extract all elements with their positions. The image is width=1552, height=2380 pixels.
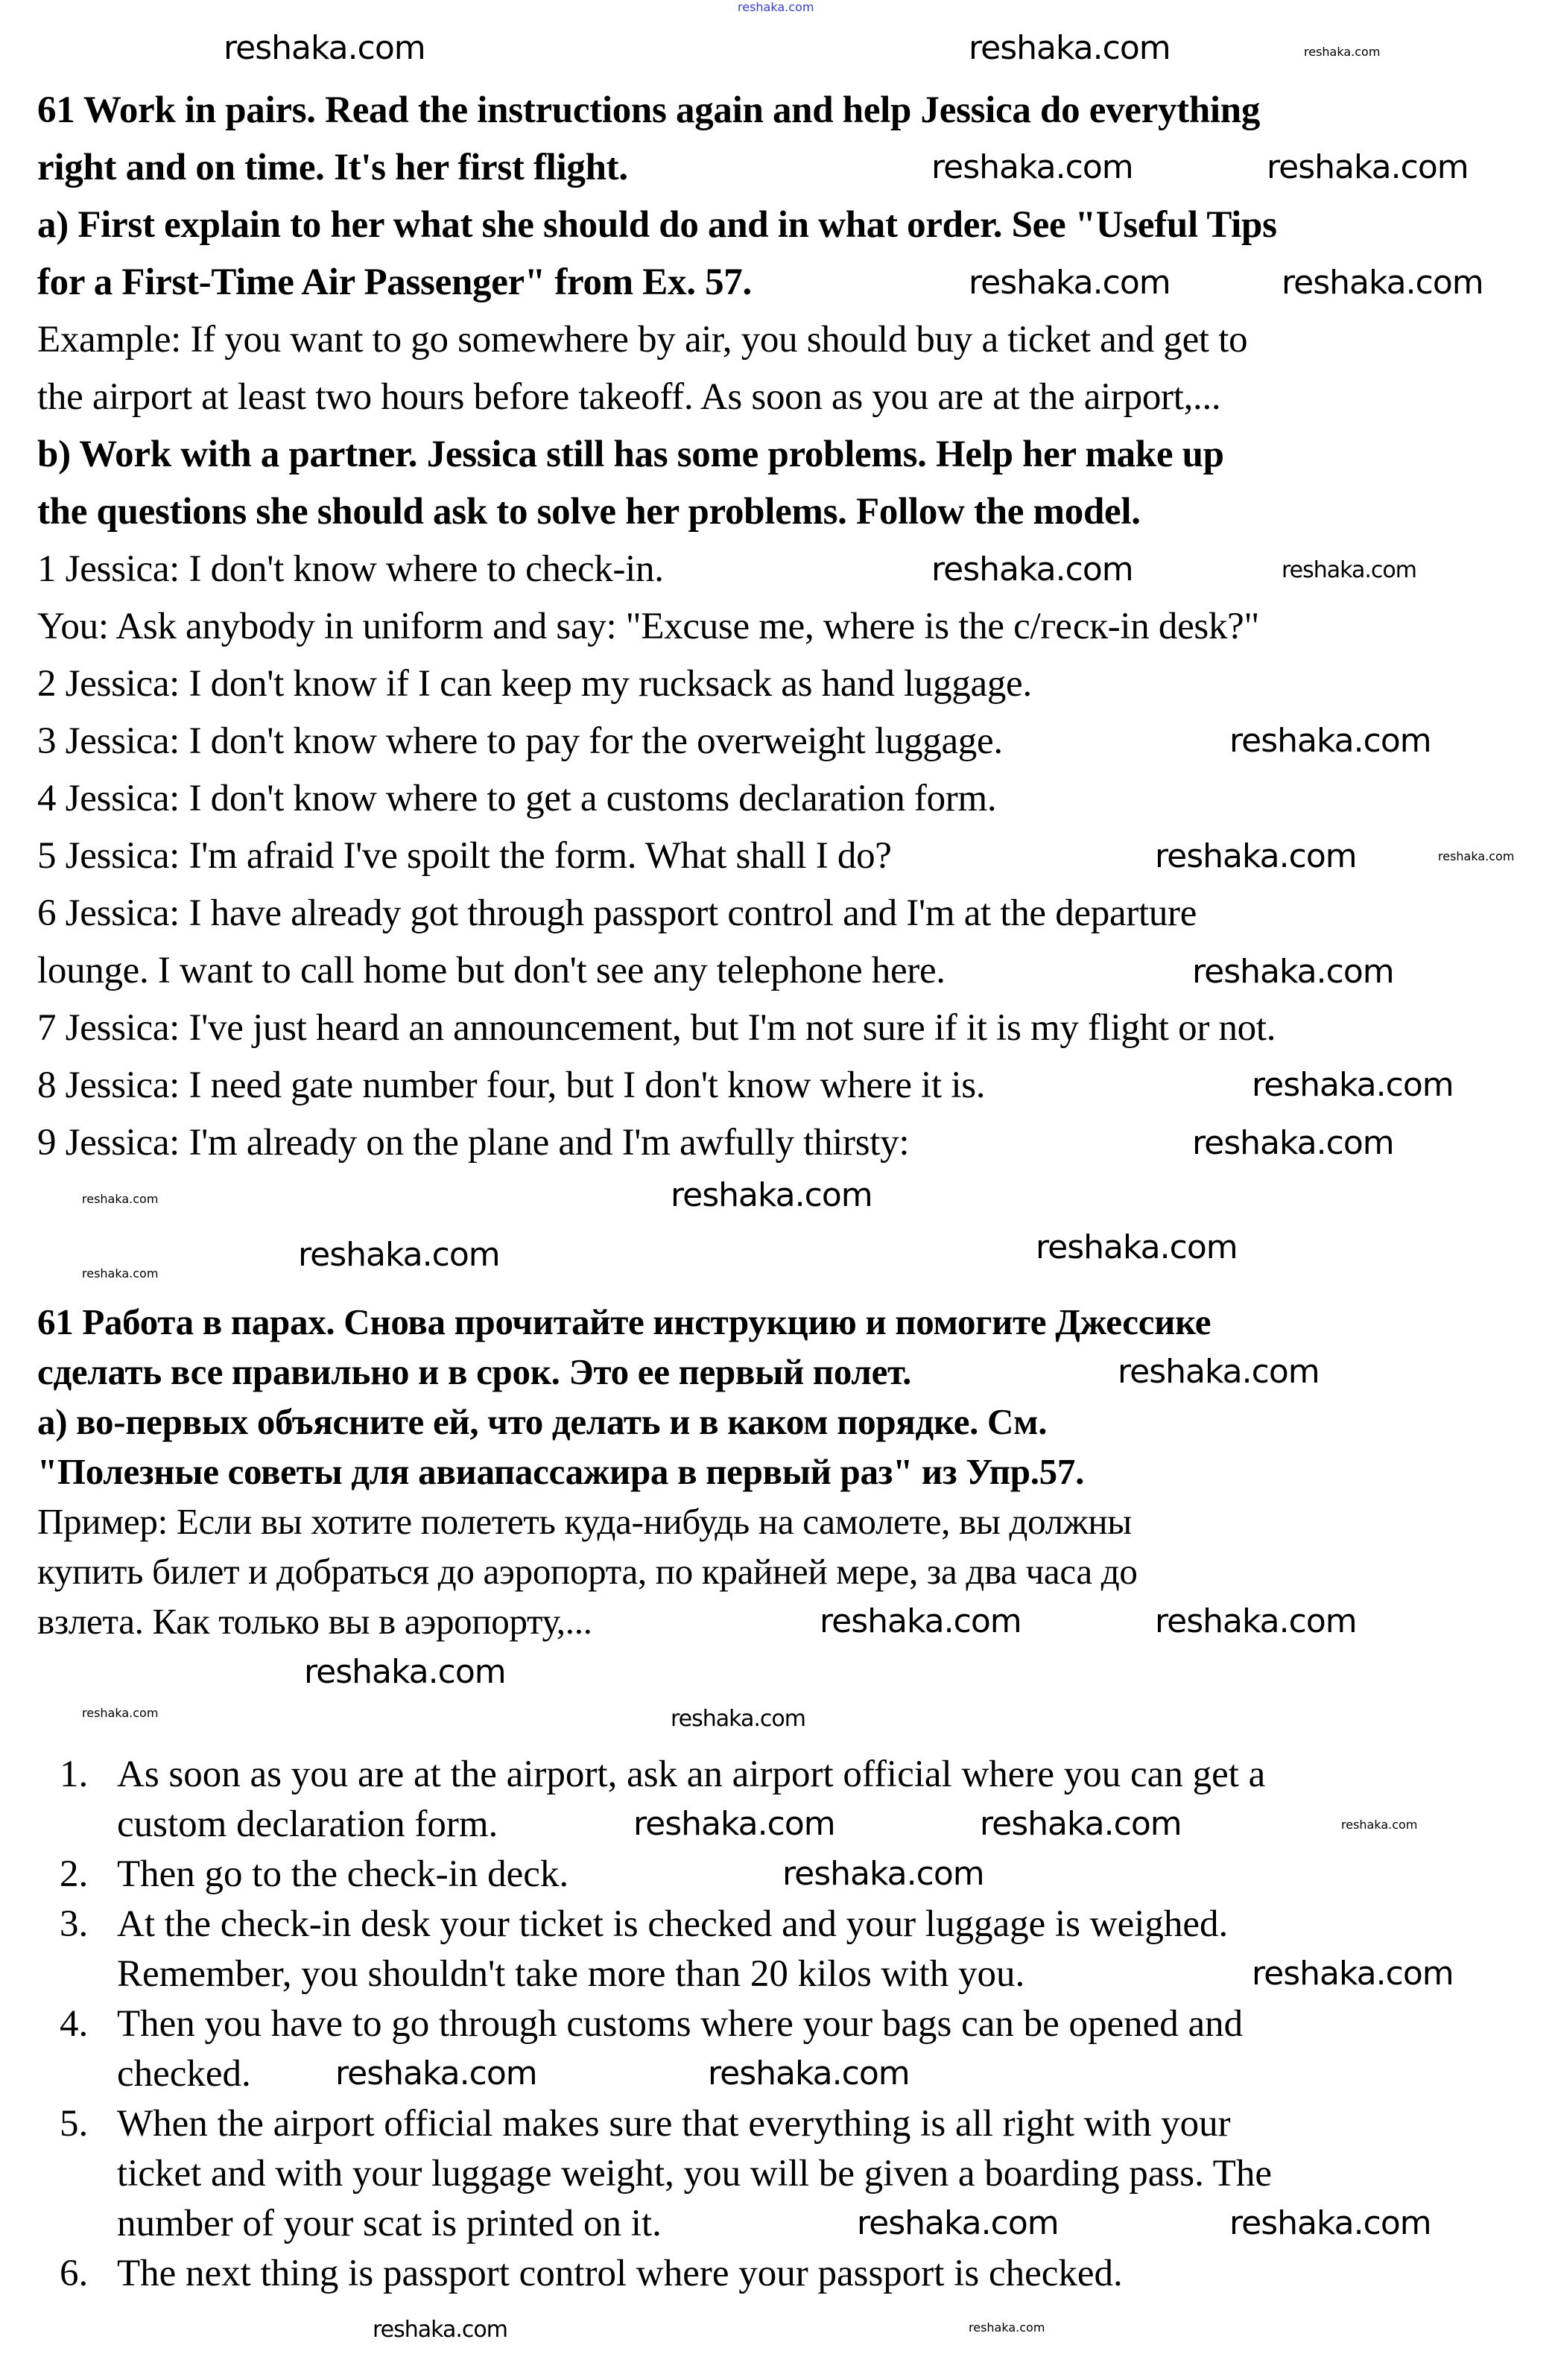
watermark: reshaka.com (1192, 1124, 1394, 1162)
list-item-text: ticket and with your luggage weight, you will be given a boarding pass. The (117, 2153, 1272, 2195)
ru-example-text: Пример: Если вы хотите полететь куда-нибудь на самолете, вы должны (37, 1501, 1132, 1542)
watermark: reshaka.com (224, 29, 425, 67)
list-item-text: Then you have to go through customs where your bags can be opened and (117, 2003, 1244, 2045)
watermark: reshaka.com (633, 1805, 835, 1843)
ru-task-heading: сделать все правильно и в срок. Это ее первый полет. (37, 1351, 912, 1392)
list-item-text: custom declaration form. (117, 1803, 498, 1845)
watermark: reshaka.com (1229, 2204, 1431, 2242)
watermark: reshaka.com (82, 1266, 159, 1281)
list-item-text: Remember, you shouldn't take more than 20 kilos with you. (117, 1953, 1025, 1995)
watermark: reshaka.com (931, 550, 1133, 588)
watermark: reshaka.com (1036, 1228, 1238, 1266)
example-text: the airport at least two hours before takeoff. As soon as you are at the airport,... (37, 376, 1221, 418)
dialogue-line: lounge. I want to call home but don't see any telephone here. (37, 950, 946, 991)
watermark: reshaka.com (1438, 849, 1515, 863)
dialogue-line: 3 Jessica: I don't know where to pay for the overweight luggage. (37, 720, 1003, 762)
ru-task-heading: 61 Работа в парах. Снова прочитайте инструкцию и помогите Джессике (37, 1301, 1211, 1342)
watermark: reshaka.com (1341, 1818, 1418, 1832)
watermark: reshaka.com (1282, 557, 1416, 583)
list-item-text: Then go to the check-in deck. (117, 1853, 569, 1895)
watermark: reshaka.com (931, 148, 1133, 186)
watermark: reshaka.com (1282, 264, 1483, 302)
watermark: reshaka.com (980, 1805, 1182, 1843)
list-number: 2. (60, 1853, 89, 1895)
watermark: reshaka.com (857, 2204, 1059, 2242)
list-number: 4. (60, 2003, 89, 2045)
watermark: reshaka.com (708, 2054, 910, 2092)
list-item-text: When the airport official makes sure that everything is all right with your (117, 2103, 1231, 2145)
watermark: reshaka.com (1118, 1353, 1320, 1391)
dialogue-line: 2 Jessica: I don't know if I can keep my rucksack as hand luggage. (37, 663, 1032, 705)
watermark: reshaka.com (82, 1192, 159, 1206)
watermark: reshaka.com (969, 264, 1171, 302)
task-a-heading: for a First-Time Air Passenger" from Ex. 57. (37, 261, 752, 303)
watermark: reshaka.com (671, 1176, 872, 1214)
list-item-text: number of your scat is printed on it. (117, 2203, 662, 2244)
watermark: reshaka.com (1304, 45, 1381, 59)
list-item-text: The next thing is passport control where your passport is checked. (117, 2253, 1123, 2294)
list-item-text: As soon as you are at the airport, ask an airport official where you can get a (117, 1754, 1266, 1795)
dialogue-line: 6 Jessica: I have already got through passport control and I'm at the departure (37, 892, 1197, 934)
dialogue-line: You: Ask anybody in uniform and say: "Excuse me, where is the с/геск-in desk?" (37, 606, 1260, 647)
ru-task-a-heading: "Полезные советы для авиапассажира в первый раз" из Упр.57. (37, 1451, 1085, 1492)
list-number: 1. (60, 1754, 89, 1795)
watermark: reshaka.com (1155, 1602, 1357, 1640)
watermark: reshaka.com (969, 29, 1171, 67)
task-heading: 61 Work in pairs. Read the instructions again and help Jessica do everything (37, 89, 1261, 131)
watermark: reshaka.com (335, 2054, 537, 2092)
list-number: 5. (60, 2103, 89, 2145)
watermark: reshaka.com (298, 1236, 500, 1274)
watermark: reshaka.com (82, 1706, 159, 1720)
watermark: reshaka.com (373, 2317, 507, 2343)
dialogue-line: 4 Jessica: I don't know where to get a customs declaration form. (37, 778, 997, 819)
watermark: reshaka.com (304, 1653, 506, 1691)
list-number: 3. (60, 1903, 89, 1945)
list-item-text: checked. (117, 2053, 251, 2095)
watermark: reshaka.com (671, 1706, 805, 1732)
watermark: reshaka.com (1267, 148, 1469, 186)
dialogue-line: 1 Jessica: I don't know where to check-in. (37, 548, 664, 590)
dialogue-line: 9 Jessica: I'm already on the plane and I'm awfully thirsty: (37, 1122, 910, 1164)
watermark: reshaka.com (820, 1602, 1022, 1640)
dialogue-line: 8 Jessica: I need gate number four, but I don't know where it is. (37, 1064, 986, 1106)
watermark: reshaka.com (1155, 837, 1357, 875)
ru-example-text: взлета. Как только вы в аэропорту,... (37, 1601, 592, 1642)
dialogue-line: 7 Jessica: I've just heard an announcement, but I'm not sure if it is my flight or not. (37, 1007, 1276, 1049)
header-watermark: reshaka.com (738, 0, 814, 14)
task-b-heading: b) Work with a partner. Jessica still has some problems. Help her make up (37, 434, 1224, 475)
watermark: reshaka.com (1252, 1955, 1454, 1993)
task-b-heading: the questions she should ask to solve her problems. Follow the model. (37, 491, 1141, 533)
watermark: reshaka.com (1229, 722, 1431, 760)
list-item-text: At the check-in desk your ticket is checked and your luggage is weighed. (117, 1903, 1229, 1945)
list-number: 6. (60, 2253, 89, 2294)
task-heading: right and on time. It's her first flight. (37, 147, 628, 188)
watermark: reshaka.com (969, 2320, 1045, 2335)
ru-task-a-heading: а) во-первых объясните ей, что делать и в каком порядке. См. (37, 1401, 1048, 1442)
watermark: reshaka.com (1252, 1066, 1454, 1104)
watermark: reshaka.com (782, 1855, 984, 1893)
dialogue-line: 5 Jessica: I'm afraid I've spoilt the form. What shall I do? (37, 835, 892, 877)
task-a-heading: a) First explain to her what she should do and in what order. See "Useful Tips (37, 204, 1277, 246)
example-text: Example: If you want to go somewhere by air, you should buy a ticket and get to (37, 319, 1248, 361)
watermark: reshaka.com (1192, 953, 1394, 991)
ru-example-text: купить билет и добраться до аэропорта, по крайней мере, за два часа до (37, 1551, 1138, 1592)
